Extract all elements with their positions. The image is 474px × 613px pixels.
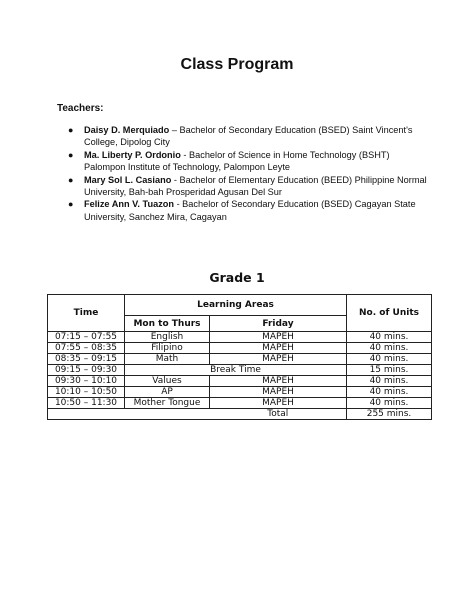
teacher-name: Felize Ann V. Tuazon — [84, 199, 175, 210]
units-cell: 40 mins. — [347, 354, 432, 365]
teacher-item — [68, 198, 428, 223]
total-label: Total — [210, 409, 347, 420]
units-cell: 40 mins. — [347, 398, 432, 409]
time-cell: 09:30 – 10:10 — [48, 376, 125, 387]
time-cell: 10:10 – 10:50 — [48, 387, 125, 398]
bullet-icon: ● — [68, 174, 74, 185]
class-schedule-table — [47, 294, 432, 420]
teacher-detail: - Bachelor of Elementary Education (BEED) Philippine Normal University, Bah-bah Prosperidad Agusan Del Sur — [84, 174, 427, 198]
mon-thurs-cell: Filipino — [125, 343, 210, 354]
header-friday: Friday — [210, 316, 347, 332]
mon-thurs-cell: Math — [125, 354, 210, 365]
units-cell: 40 mins. — [347, 387, 432, 398]
table-row — [48, 365, 432, 376]
mon-thurs-cell: English — [125, 332, 210, 343]
table-row — [48, 354, 432, 365]
table-row — [48, 376, 432, 387]
friday-cell: MAPEH — [210, 343, 347, 354]
table-row — [48, 332, 432, 343]
total-row — [48, 409, 432, 420]
friday-cell: MAPEH — [210, 376, 347, 387]
teacher-detail: – Bachelor of Secondary Education (BSED) Saint Vincent's College, Dipolog City — [84, 125, 413, 148]
time-cell: 08:35 – 09:15 — [48, 354, 125, 365]
table-row — [48, 343, 432, 354]
mon-thurs-cell: Mother Tongue — [125, 398, 210, 409]
table-row — [48, 398, 432, 409]
break-cell: Break Time — [125, 365, 347, 376]
header-mon-to-thurs: Mon to Thurs — [125, 316, 210, 332]
units-cell: 40 mins. — [347, 376, 432, 387]
page-title: Class Program — [180, 56, 294, 73]
grade-title: Grade 1 — [209, 270, 265, 285]
time-cell: 10:50 – 11:30 — [48, 398, 125, 409]
time-cell: 07:15 – 07:55 — [48, 332, 125, 343]
teachers-label: Teachers: — [57, 103, 104, 114]
teacher-detail: - Bachelor of Secondary Education (BSED) Cagayan State University, Sanchez Mira, Cagayan — [84, 199, 416, 222]
units-cell: 40 mins. — [347, 343, 432, 354]
friday-cell: MAPEH — [210, 332, 347, 343]
friday-cell: MAPEH — [210, 398, 347, 409]
units-cell: 40 mins. — [347, 332, 432, 343]
total-blank-cell — [125, 409, 210, 420]
time-cell: 07:55 – 08:35 — [48, 343, 125, 354]
friday-cell: MAPEH — [210, 354, 347, 365]
teacher-item — [68, 174, 428, 199]
mon-thurs-cell: Values — [125, 376, 210, 387]
teacher-list — [68, 124, 428, 223]
total-blank-cell — [48, 409, 125, 420]
bullet-icon: ● — [68, 149, 74, 160]
table-row — [48, 387, 432, 398]
header-units: No. of Units — [347, 295, 432, 332]
teacher-detail: - Bachelor of Science in Home Technology (BSHT) Palompon Institute of Technology, Palompon Leyte — [84, 149, 390, 173]
bullet-icon: ● — [68, 125, 74, 135]
header-time: Time — [48, 295, 125, 332]
teacher-item — [68, 149, 428, 174]
mon-thurs-cell: AP — [125, 387, 210, 398]
teacher-name: Mary Sol L. Casiano — [84, 174, 172, 185]
header-learning-areas: Learning Areas — [125, 295, 347, 316]
teacher-name: Ma. Liberty P. Ordonio — [84, 149, 181, 160]
teacher-name: Daisy D. Merquiado — [84, 125, 170, 135]
teacher-item — [68, 124, 428, 149]
units-cell: 15 mins. — [347, 365, 432, 376]
time-cell: 09:15 – 09:30 — [48, 365, 125, 376]
total-units: 255 mins. — [347, 409, 432, 420]
bullet-icon: ● — [68, 199, 74, 210]
friday-cell: MAPEH — [210, 387, 347, 398]
